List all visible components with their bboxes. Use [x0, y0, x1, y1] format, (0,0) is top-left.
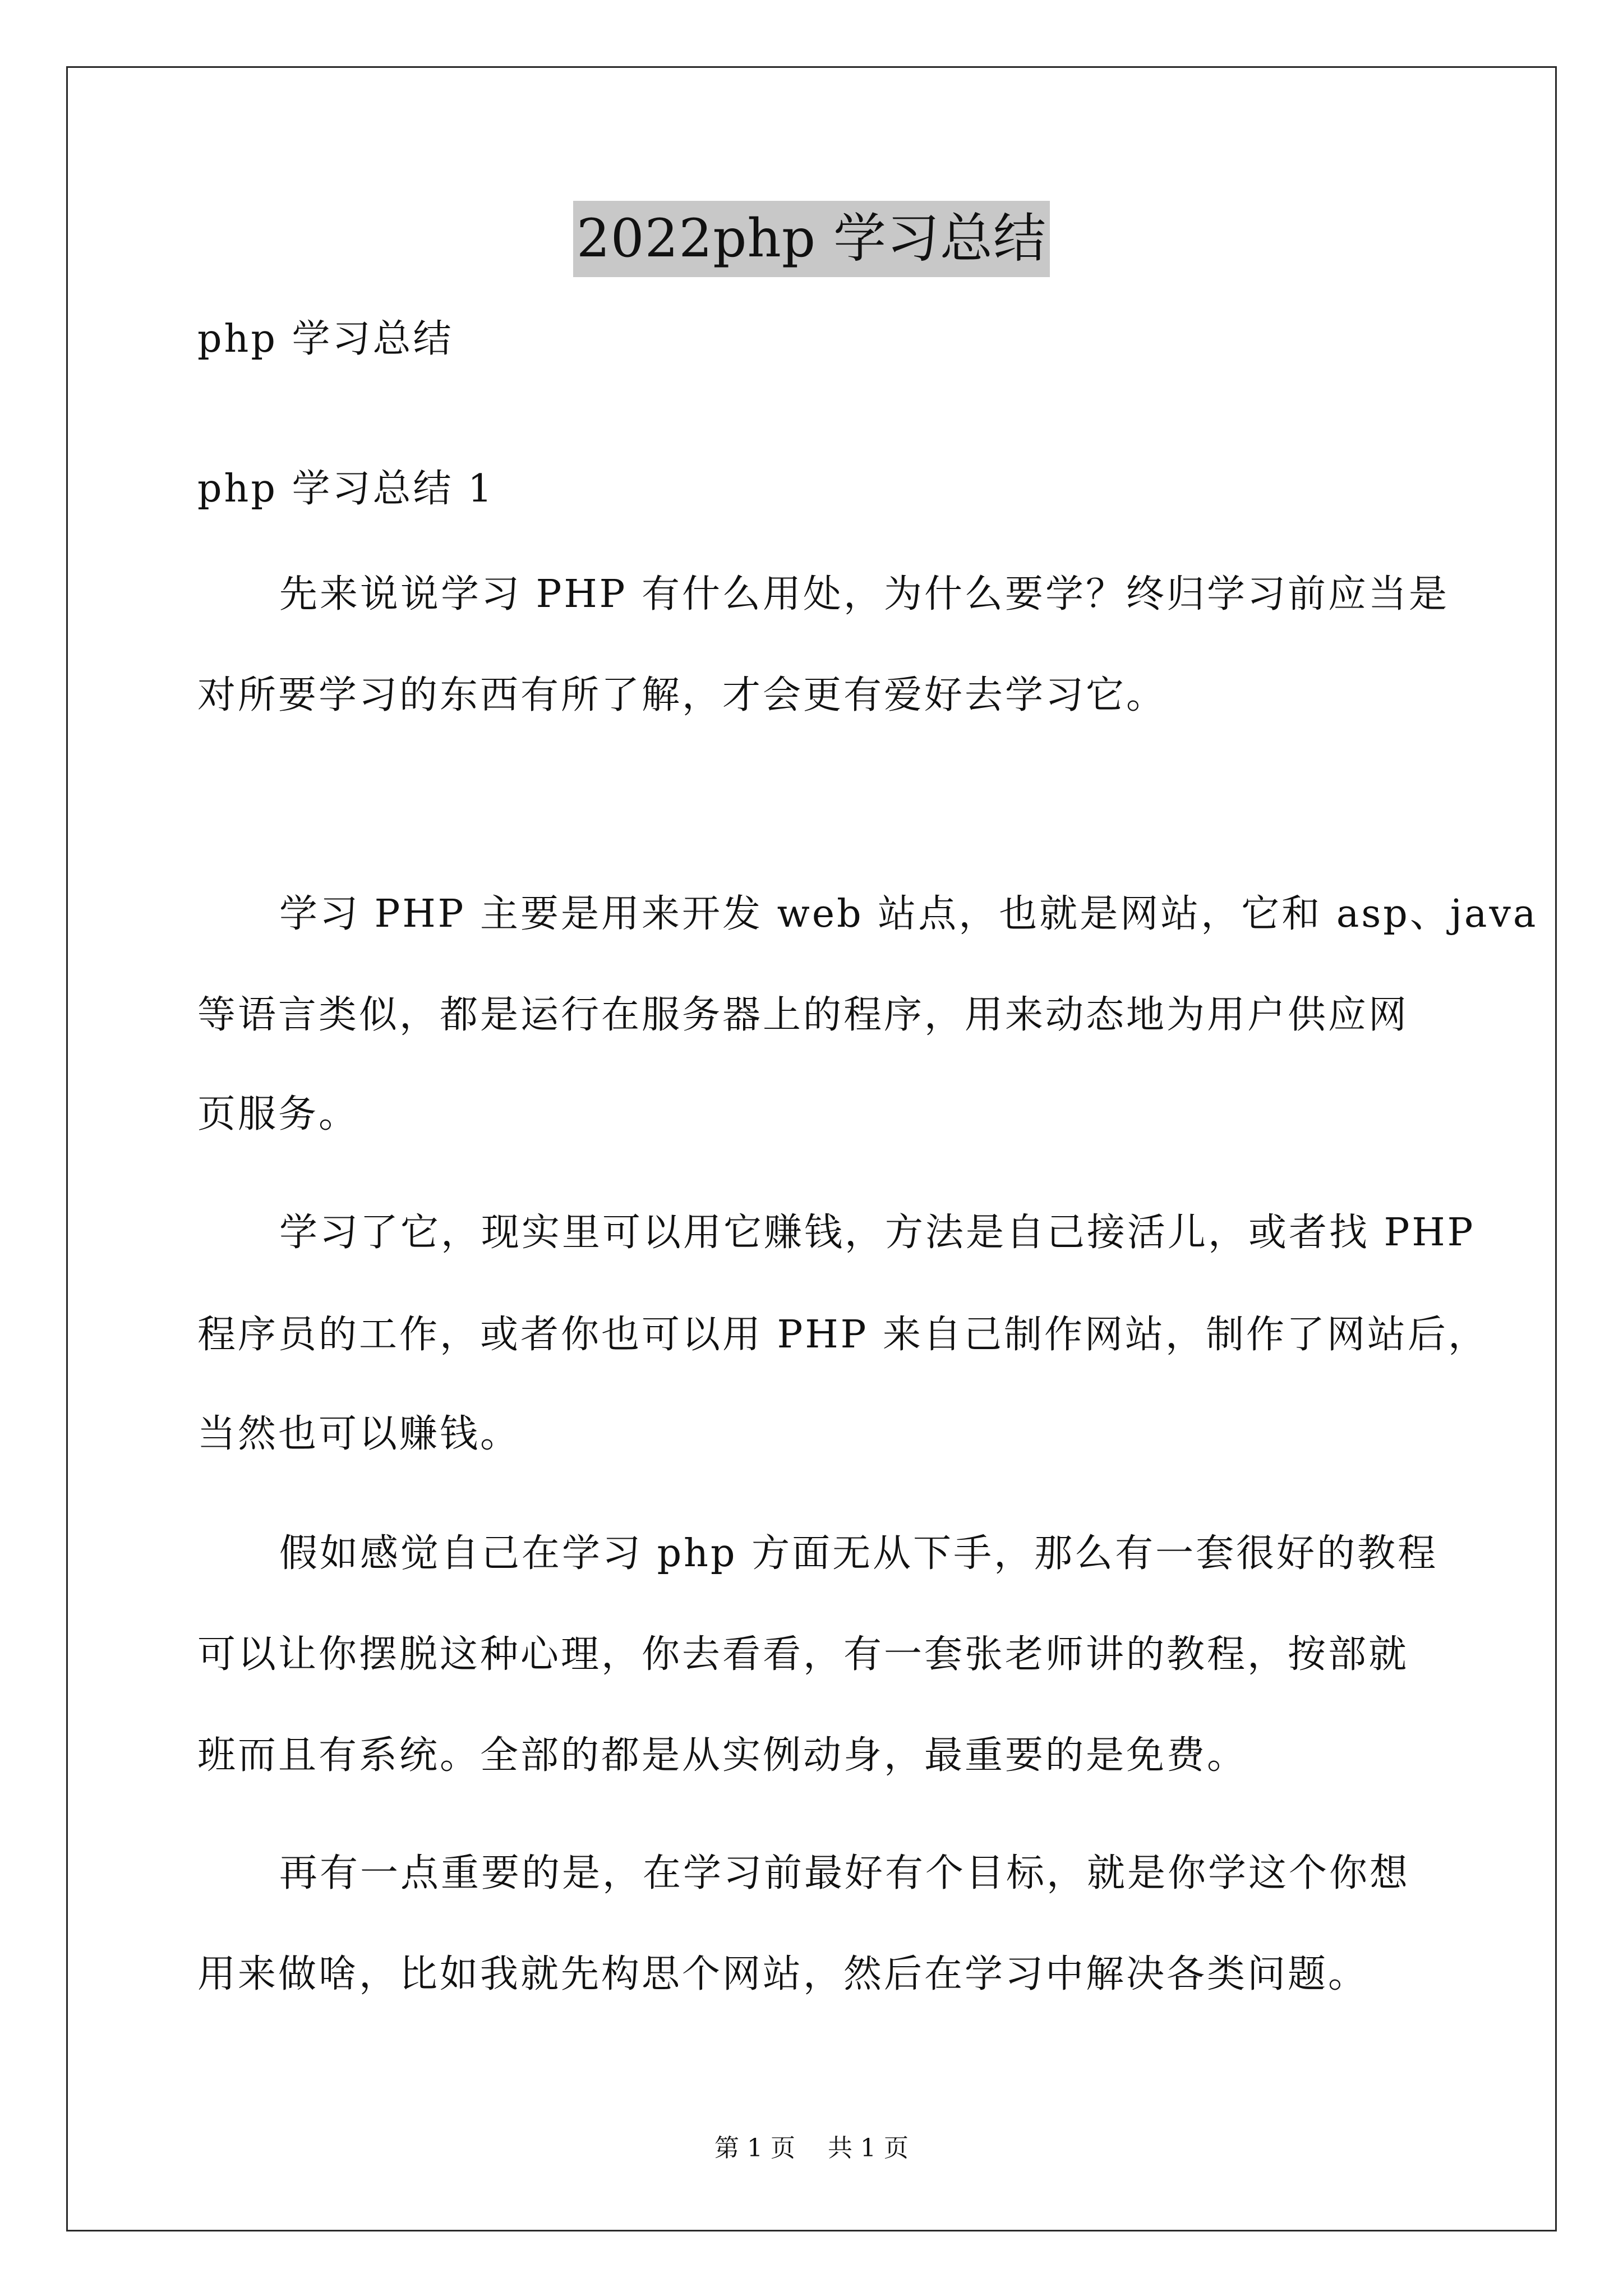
- paragraph-line: 可以让你摆脱这种心理，你去看看，有一套张老师讲的教程，按部就: [197, 1632, 1409, 1677]
- document-title: 2022php 学习总结: [573, 201, 1050, 277]
- paragraph-line: 班而且有系统。全部的都是从实例动身，最重要的是免费。: [197, 1733, 1248, 1778]
- page-number-total: 共 1 页: [828, 2134, 909, 2162]
- page-footer: [0, 2132, 1623, 2165]
- subtitle: php 学习总结: [197, 317, 454, 361]
- paragraph-line: 学习 PHP 主要是用来开发 web 站点，也就是网站，它和 asp、java: [279, 892, 1538, 936]
- page-border: [66, 66, 1557, 2231]
- title-container: [0, 201, 1623, 277]
- section-heading: php 学习总结 1: [197, 467, 495, 511]
- paragraph-line: 用来做啥，比如我就先构思个网站，然后在学习中解决各类问题。: [197, 1952, 1369, 1996]
- paragraph-line: 学习了它，现实里可以用它赚钱，方法是自己接活儿，或者找 PHP: [279, 1211, 1476, 1255]
- paragraph-line: 当然也可以赚钱。: [197, 1412, 521, 1456]
- paragraph-line: 对所要学习的东西有所了解，才会更有爱好去学习它。: [197, 673, 1167, 717]
- paragraph-line: 页服务。: [197, 1092, 359, 1137]
- page-number-current: 第 1 页: [714, 2134, 795, 2162]
- paragraph-line: 等语言类似，都是运行在服务器上的程序，用来动态地为用户供应网: [197, 993, 1409, 1037]
- paragraph-line: 程序员的工作，或者你也可以用 PHP 来自己制作网站，制作了网站后，: [197, 1313, 1489, 1357]
- paragraph-line: 先来说说学习 PHP 有什么用处，为什么要学？终归学习前应当是: [279, 572, 1450, 616]
- paragraph-line: 再有一点重要的是，在学习前最好有个目标，就是你学这个你想: [279, 1851, 1410, 1895]
- paragraph-line: 假如感觉自己在学习 php 方面无从下手，那么有一套很好的教程: [279, 1531, 1438, 1576]
